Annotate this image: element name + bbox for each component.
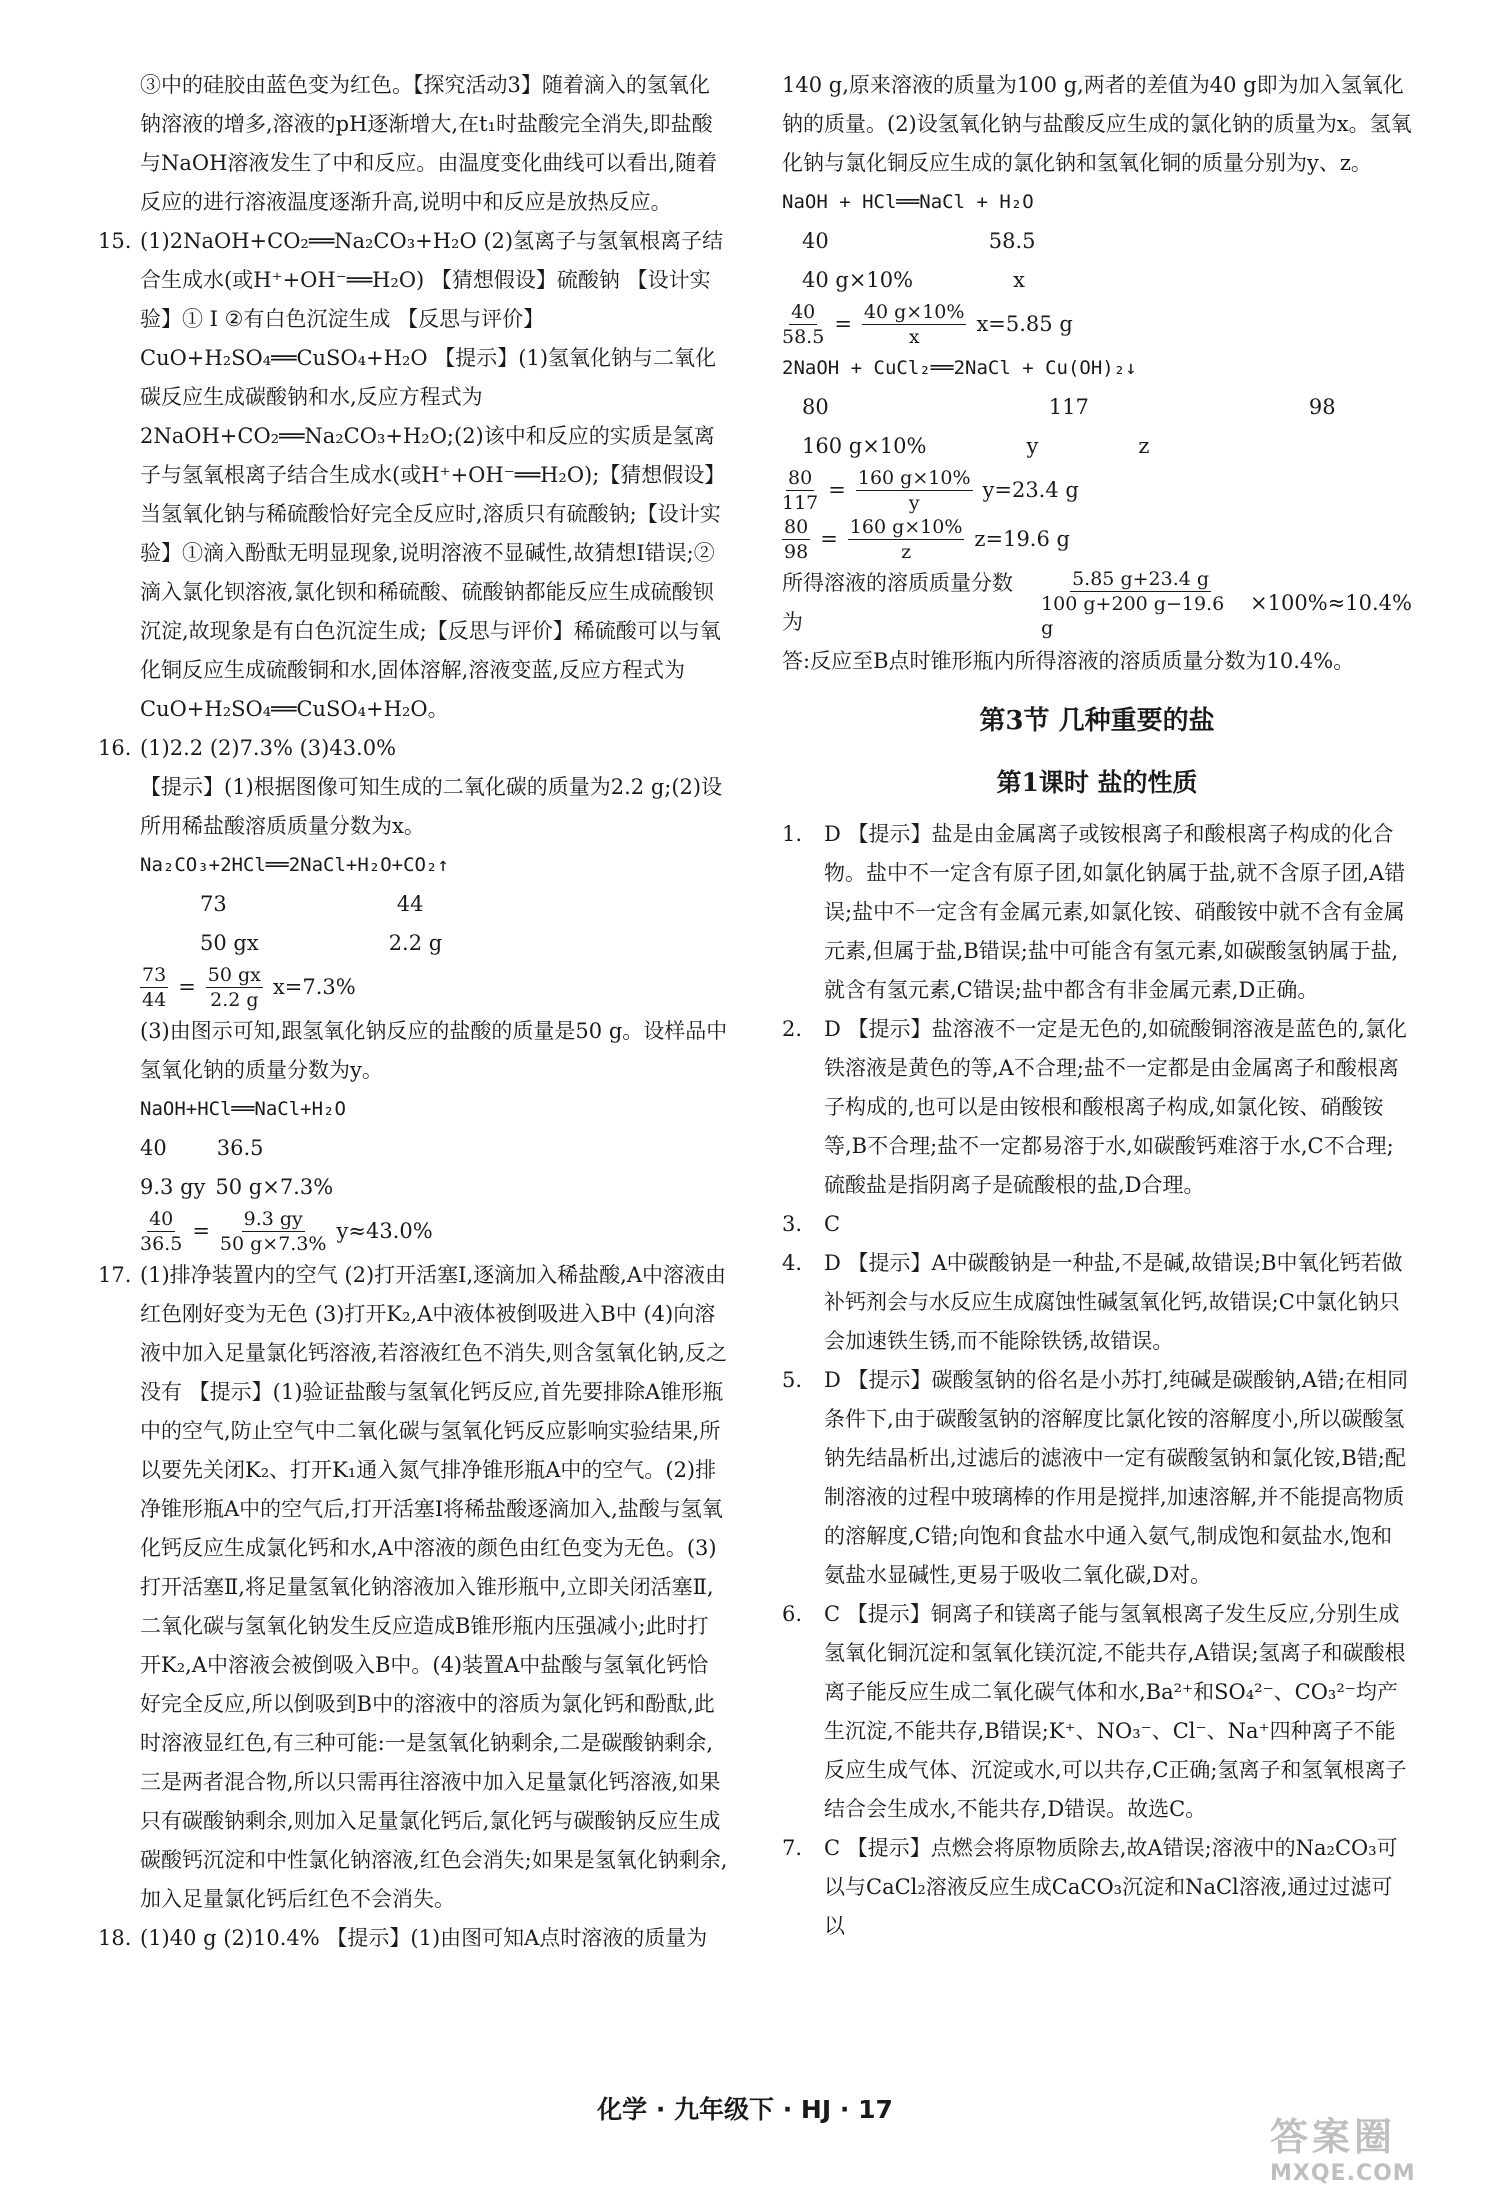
item-number: 4. [782, 1251, 803, 1275]
answer-item [782, 1244, 1412, 1361]
proportion-equation: $\frac{73}{44}$ = $\frac{50 gx}{2.2 g}$ x=7.3% [142, 964, 356, 1011]
actual-mass: x [1013, 268, 1025, 292]
relative-mass: 40 [802, 229, 829, 253]
relative-mass: 40 [140, 1136, 167, 1160]
item-number: 7. [782, 1836, 803, 1860]
question-17 [98, 1256, 728, 1919]
right-column [782, 66, 1412, 1946]
proportion-equation: $\frac{40}{36.5}$ = $\frac{9.3 gy}{50 g\times 7.3\%}$ y≈43.0% [140, 1208, 433, 1255]
proportion-equation: $\frac{80}{117}$ = $\frac{160 g\times 10\%}{y}$ y=23.4 g [782, 467, 1079, 514]
relative-mass: 58.5 [988, 229, 1036, 253]
answer-item [782, 1361, 1412, 1595]
question-number: 16. [98, 736, 132, 760]
question-number: 17. [98, 1263, 132, 1287]
proportion-equation: $\frac{40}{58.5}$ = $\frac{40 g\times 10\%}{x}$ x=5.85 g [782, 301, 1073, 348]
actual-mass: 160 g×10% [802, 434, 927, 458]
answer-item [782, 1595, 1412, 1829]
answer-item [782, 815, 1412, 1010]
chemical-equation: NaOH + HCl══NaCl + H₂O [782, 191, 1034, 213]
result: x=5.85 g [976, 312, 1073, 336]
q18-continuation: 140 g,原来溶液的质量为100 g,两者的差值为40 g即为加入氢氧化钠的质量。(2)设氢氧化钠与盐酸反应生成的氯化钠的质量为x。氢氧化钠与氯化铜反应生成的氯化钠和氢氧化铜的质量分别为y、z。 [782, 73, 1412, 175]
actual-mass: 9.3 gy [140, 1175, 206, 1199]
answer-item [782, 1205, 1412, 1244]
answer-summary: (1)2.2 (2)7.3% (3)43.0% [140, 736, 397, 760]
item-text: C [824, 1212, 841, 1236]
item-text: D 【提示】A中碳酸钠是一种盐,不是碱,故错误;B中氧化钙若做补钙剂会与水反应生成腐蚀性碱氢氧化钙,故错误;C中氯化钠只会加速铁生锈,而不能除铁锈,故错误。 [824, 1251, 1403, 1353]
item-text: C 【提示】点燃会将原物质除去,故A错误;溶液中的Na₂CO₃可以与CaCl₂溶液反应生成CaCO₃沉淀和NaCl溶液,通过过滤可以 [824, 1836, 1398, 1938]
answer-text: (1)2NaOH+CO₂══Na₂CO₃+H₂O (2)氢离子与氢氧根离子结合生成水(或H⁺+OH⁻══H₂O) 【猜想假设】硫酸钠 【设计实验】① Ⅰ ②有白色沉淀生成 【反思与评价】CuO+H₂SO₄══CuSO₄+H₂O 【提示】(1)氢氧化钠与二氧化碳反应生成碳酸钠和水,反应方程式为2NaOH+CO₂══Na₂CO₃+H₂O;(2)该中和反应的实质是氢离子与氢氧根离子结合生成水(或H⁺+OH⁻══H₂O);【猜想假设】当氢氧化钠与稀硫酸恰好完全反应时,溶质只有硫酸钠;【设计实验】①滴入酚酞无明显现象,说明溶液不显碱性,故猜想Ⅰ错误;②滴入氯化钡溶液,氯化钡和稀硫酸、硫酸钠都能反应生成硫酸钡沉淀,故现象是有白色沉淀生成;【反思与评价】稀硫酸可以与氧化铜反应生成硫酸铜和水,固体溶解,溶液变蓝,反应方程式为CuO+H₂SO₄══CuSO₄+H₂O。 [140, 229, 726, 721]
question-16 [98, 729, 728, 1256]
item-number: 2. [782, 1017, 803, 1041]
chemical-equation: Na₂CO₃+2HCl══2NaCl+H₂O+CO₂↑ [140, 854, 449, 876]
item-text: D 【提示】碳酸氢钠的俗名是小苏打,纯碱是碳酸钠,A错;在相同条件下,由于碳酸氢钠的溶解度比氯化铵的溶解度小,所以碳酸氢钠先结晶析出,过滤后的滤液中一定有碳酸氢钠和氯化铵,B错;配制溶液的过程中玻璃棒的作用是搅拌,加速溶解,并不能提高物质的溶解度,C错;向饱和食盐水中通入氨气,制成饱和氨盐水,饱和氨盐水显碱性,更易于吸收二氧化碳,D对。 [824, 1368, 1409, 1587]
chemical-equation: NaOH+HCl══NaCl+H₂O [140, 1098, 346, 1120]
answer-text: (1)排净装置内的空气 (2)打开活塞Ⅰ,逐滴加入稀盐酸,A中溶液由红色刚好变为无色 (3)打开K₂,A中液体被倒吸进入B中 (4)向溶液中加入足量氯化钙溶液,若溶液红色不消失,则含氢氧化钠,反之没有 【提示】(1)验证盐酸与氢氧化钙反应,首先要排除A锥形瓶中的空气,防止空气中二氧化碳与氢氧化钙反应影响实验结果,所以要先关闭K₂、打开K₁通入氮气排净锥形瓶A中的空气。(2)排净锥形瓶A中的空气后,打开活塞Ⅰ将稀盐酸逐滴加入,盐酸与氢氧化钙反应生成氯化钙和水,A中溶液的颜色由红色变为无色。(3)打开活塞Ⅱ,将足量氢氧化钠溶液加入锥形瓶中,立即关闭活塞Ⅱ,二氧化碳与氢氧化钠发生反应造成B锥形瓶内压强减小;此时打开K₂,A中溶液会被倒吸入B中。(4)装置A中盐酸与氢氧化钙恰好完全反应,所以倒吸到B中的溶液中的溶质为氯化钙和酚酞,此时溶液显红色,有三种可能:一是氢氧化钠剩余,二是碳酸钠剩余,三是两者混合物,所以只需再往溶液中加入足量氯化钙溶液,如果只有碳酸钠剩余,则加入足量氯化钙后,氯化钙与碳酸钠反应生成碳酸钙沉淀和中性氯化钠溶液,红色会消失;如果是氢氧化钠剩余,加入足量氯化钙后红色不会消失。 [140, 1263, 728, 1911]
result: x=7.3% [272, 975, 356, 999]
actual-mass: 40 g×10% [802, 268, 914, 292]
relative-mass: 36.5 [216, 1136, 264, 1160]
relative-mass: 73 [200, 892, 227, 916]
relative-mass: 80 [802, 395, 829, 419]
question-number: 15. [98, 229, 132, 253]
result: y=23.4 g [982, 478, 1079, 502]
watermark-text: 答案圈 [1270, 2115, 1397, 2159]
item-number: 3. [782, 1212, 803, 1236]
item-number: 5. [782, 1368, 803, 1392]
watermark-logo [1270, 2106, 1460, 2186]
relative-mass: 117 [1048, 395, 1089, 419]
item-number: 1. [782, 822, 803, 846]
item-text: D 【提示】盐溶液不一定是无色的,如硫酸铜溶液是蓝色的,氯化铁溶液是黄色的等,A不合理;盐不一定都是由金属离子和酸根离子构成的,也可以是由铵根和酸根离子构成,如氯化铵、硝酸铵等,B不合理;盐不一定都易溶于水,如碳酸钙难溶于水,C不合理;硫酸盐是指阴离子是硫酸根的盐,D合理。 [824, 1017, 1407, 1197]
actual-mass: y [1026, 434, 1039, 458]
result: y≈43.0% [336, 1219, 433, 1243]
question-15 [98, 222, 728, 729]
actual-mass: 2.2 g [388, 931, 443, 955]
watermark-url: MXQE.COM [1270, 2161, 1416, 2186]
relative-mass: 44 [396, 892, 424, 916]
lesson-title: 第1课时 盐的性质 [996, 768, 1198, 797]
item-text: D 【提示】盐是由金属离子或铵根离子和酸根离子构成的化合物。盐中不一定含有原子团,如氯化钠属于盐,就不含原子团,A错误;盐中不一定含有金属元素,如氯化铵、硝酸铵中就不含有金属元素,但属于盐,B错误;盐中可能含有氢元素,如碳酸氢钠属于盐,就含有氢元素,C错误;盐中都含有非金属元素,D正确。 [824, 822, 1406, 1002]
proportion-equation: $\frac{80}{98}$ = $\frac{160 g\times 10\%}{z}$ z=19.6 g [784, 516, 1070, 563]
item-text: C 【提示】铜离子和镁离子能与氢氧根离子发生反应,分别生成氢氧化铜沉淀和氢氧化镁沉淀,不能共存,A错误;氢离子和碳酸根离子能反应生成二氧化碳气体和水,Ba²⁺和SO₄²⁻、CO₃²⁻均产生沉淀,不能共存,B错误;K⁺、NO₃⁻、Cl⁻、Na⁺四种离子不能反应生成气体、沉淀或水,可以共存,C正确;氢离子和氢氧根离子结合会生成水,不能共存,D错误。故选C。 [824, 1602, 1407, 1821]
section-title: 第3节 几种重要的盐 [979, 706, 1215, 736]
question-18 [98, 1919, 728, 1958]
answer-item [782, 1829, 1412, 1946]
answer-line: 答:反应至B点时锥形瓶内所得溶液的溶质质量分数为10.4%。 [782, 649, 1355, 673]
hint-text: 【提示】(1)根据图像可知生成的二氧化碳的质量为2.2 g;(2)设所用稀盐酸溶质质量分数为x。 [140, 775, 723, 838]
item-number: 6. [782, 1602, 803, 1626]
answer-item [782, 1010, 1412, 1205]
result: z=19.6 g [974, 527, 1070, 551]
answer-text: (1)40 g (2)10.4% 【提示】(1)由图可知A点时溶液的质量为 [140, 1926, 708, 1950]
actual-mass: 50 g×7.3% [215, 1175, 334, 1199]
page-footer: 化学 · 九年级下 · HJ · 17 [597, 2095, 893, 2124]
final-calculation: 所得溶液的溶质质量分数为 $\frac{5.85 g+23.4 g}{100 g+200 g-19.6 g}$ ×100%≈10.4% [782, 567, 1412, 639]
hint-text: (3)由图示可知,跟氢氧化钠反应的盐酸的质量是50 g。设样品中氢氧化钠的质量分数为y。 [140, 1019, 728, 1082]
question-number: 18. [98, 1926, 132, 1950]
actual-mass: 50 gx [200, 931, 259, 955]
chemical-equation: 2NaOH + CuCl₂══2NaCl + Cu(OH)₂↓ [782, 357, 1137, 379]
actual-mass: z [1138, 434, 1150, 458]
relative-mass: 98 [1308, 395, 1336, 419]
left-column [98, 66, 728, 1958]
q14-continuation: ③中的硅胶由蓝色变为红色。【探究活动3】随着滴入的氢氧化钠溶液的增多,溶液的pH逐渐增大,在t₁时盐酸完全消失,即盐酸与NaOH溶液发生了中和反应。由温度变化曲线可以看出,随着反应的进行溶液温度逐渐升高,说明中和反应是放热反应。 [140, 73, 718, 214]
